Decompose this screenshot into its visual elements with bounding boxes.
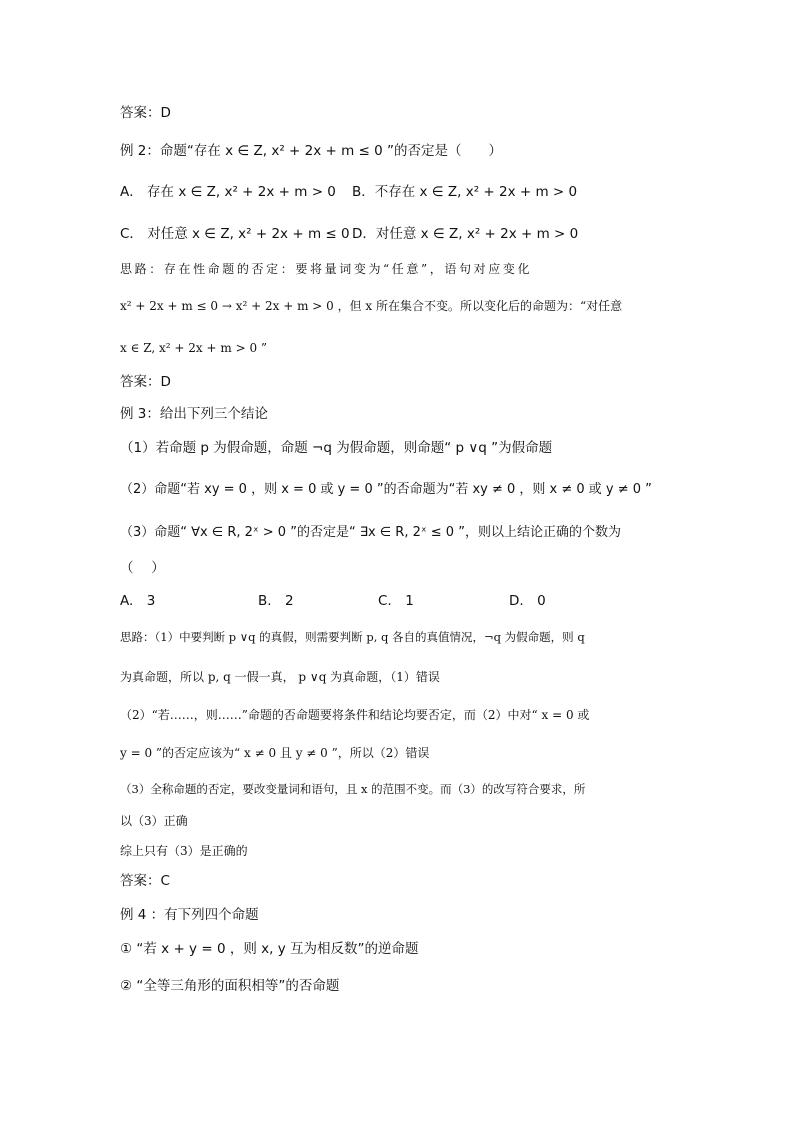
option-d: D. 0 [509,593,546,609]
answer-2: 答案：D [120,374,171,390]
example-2-analysis-2: x² + 2x + m ≤ 0 → x² + 2x + m > 0 ，但 x 所在集合不变。所以变化后的命题为：“对任意 [120,299,623,313]
example-3-analysis-2: 为真命题，所以 p, q 一假一真， p ∨q 为真命题，（1）错误 [120,670,440,684]
example-3-analysis-7: 综上只有（3）是正确的 [120,844,248,858]
example-3-statement-1: （1）若命题 p 为假命题，命题 ¬q 为假命题，则命题“ p ∨q ”为假命题 [120,440,553,456]
example-3-options [120,591,546,611]
example-2-analysis-3: x ∈ Z, x² + 2x + m > 0 ” [120,341,268,355]
option-c: C. 1 [378,593,414,609]
example-4-item-2: ② “全等三角形的面积相等”的否命题 [120,978,340,994]
option-b: B．不存在 x ∈ Z, x² + 2x + m > 0 [352,184,578,200]
example-3-statement-2: （2）命题“若 xy = 0 ，则 x = 0 或 y = 0 ”的否命题为“若 xy ≠ 0 ，则 x ≠ 0 或 y ≠ 0 ” [120,482,652,497]
option-a: A． 存在 x ∈ Z, x² + 2x + m > 0 [120,184,336,200]
example-3-statement-3: （3）命题“ ∀x ∈ R, 2ˣ > 0 ”的否定是“ ∃x ∈ R, 2ˣ ≤ 0 ”，则以上结论正确的个数为 [120,525,621,540]
example-2-analysis-1: 思 路 ： 存 在 性 命 题 的 否 定 ： 要 将 量 词 变 为 “ 任 意 ” ， 语 句 对 应 变 化 [120,262,529,276]
example-3-analysis-5: （3）全称命题的否定，要改变量词和语句，且 x 的范围不变。而（3）的改写符合要求，所 [120,782,586,796]
example-3-paren: （ ） [120,560,165,576]
answer-1: 答案：D [120,105,171,121]
example-3-stem: 例 3：给出下列三个结论 [120,406,268,422]
example-2-options-cd [120,224,578,244]
option-b: B. 2 [258,593,294,609]
example-3-analysis-4: y = 0 ”的否定应该为“ x ≠ 0 且 y ≠ 0 ”，所以（2）错误 [120,746,430,760]
option-a: A. 3 [120,593,156,609]
option-d: D．对任意 x ∈ Z, x² + 2x + m > 0 [352,226,579,242]
answer-3: 答案：C [120,873,170,889]
example-4-item-1: ① “若 x + y = 0 ，则 x, y 互为相反数”的逆命题 [120,941,419,957]
example-4-stem: 例 4 ：有下列四个命题 [120,907,259,923]
example-3-analysis-6: 以（3）正确 [120,814,188,828]
option-c: C． 对任意 x ∈ Z, x² + 2x + m ≤ 0 [120,226,350,242]
example-3-analysis-3: （2）“若……，则……”命题的否命题要将条件和结论均要否定，而（2）中对“ x = 0 或 [120,708,590,722]
example-2-options-ab [120,182,577,202]
example-3-analysis-1: 思路：（1）中要判断 p ∨q 的真假，则需要判断 p, q 各自的真值情况，¬q 为假命题，则 q [120,630,585,644]
example-2-stem: 例 2：命题“存在 x ∈ Z, x² + 2x + m ≤ 0 ”的否定是（ ） [120,143,503,159]
